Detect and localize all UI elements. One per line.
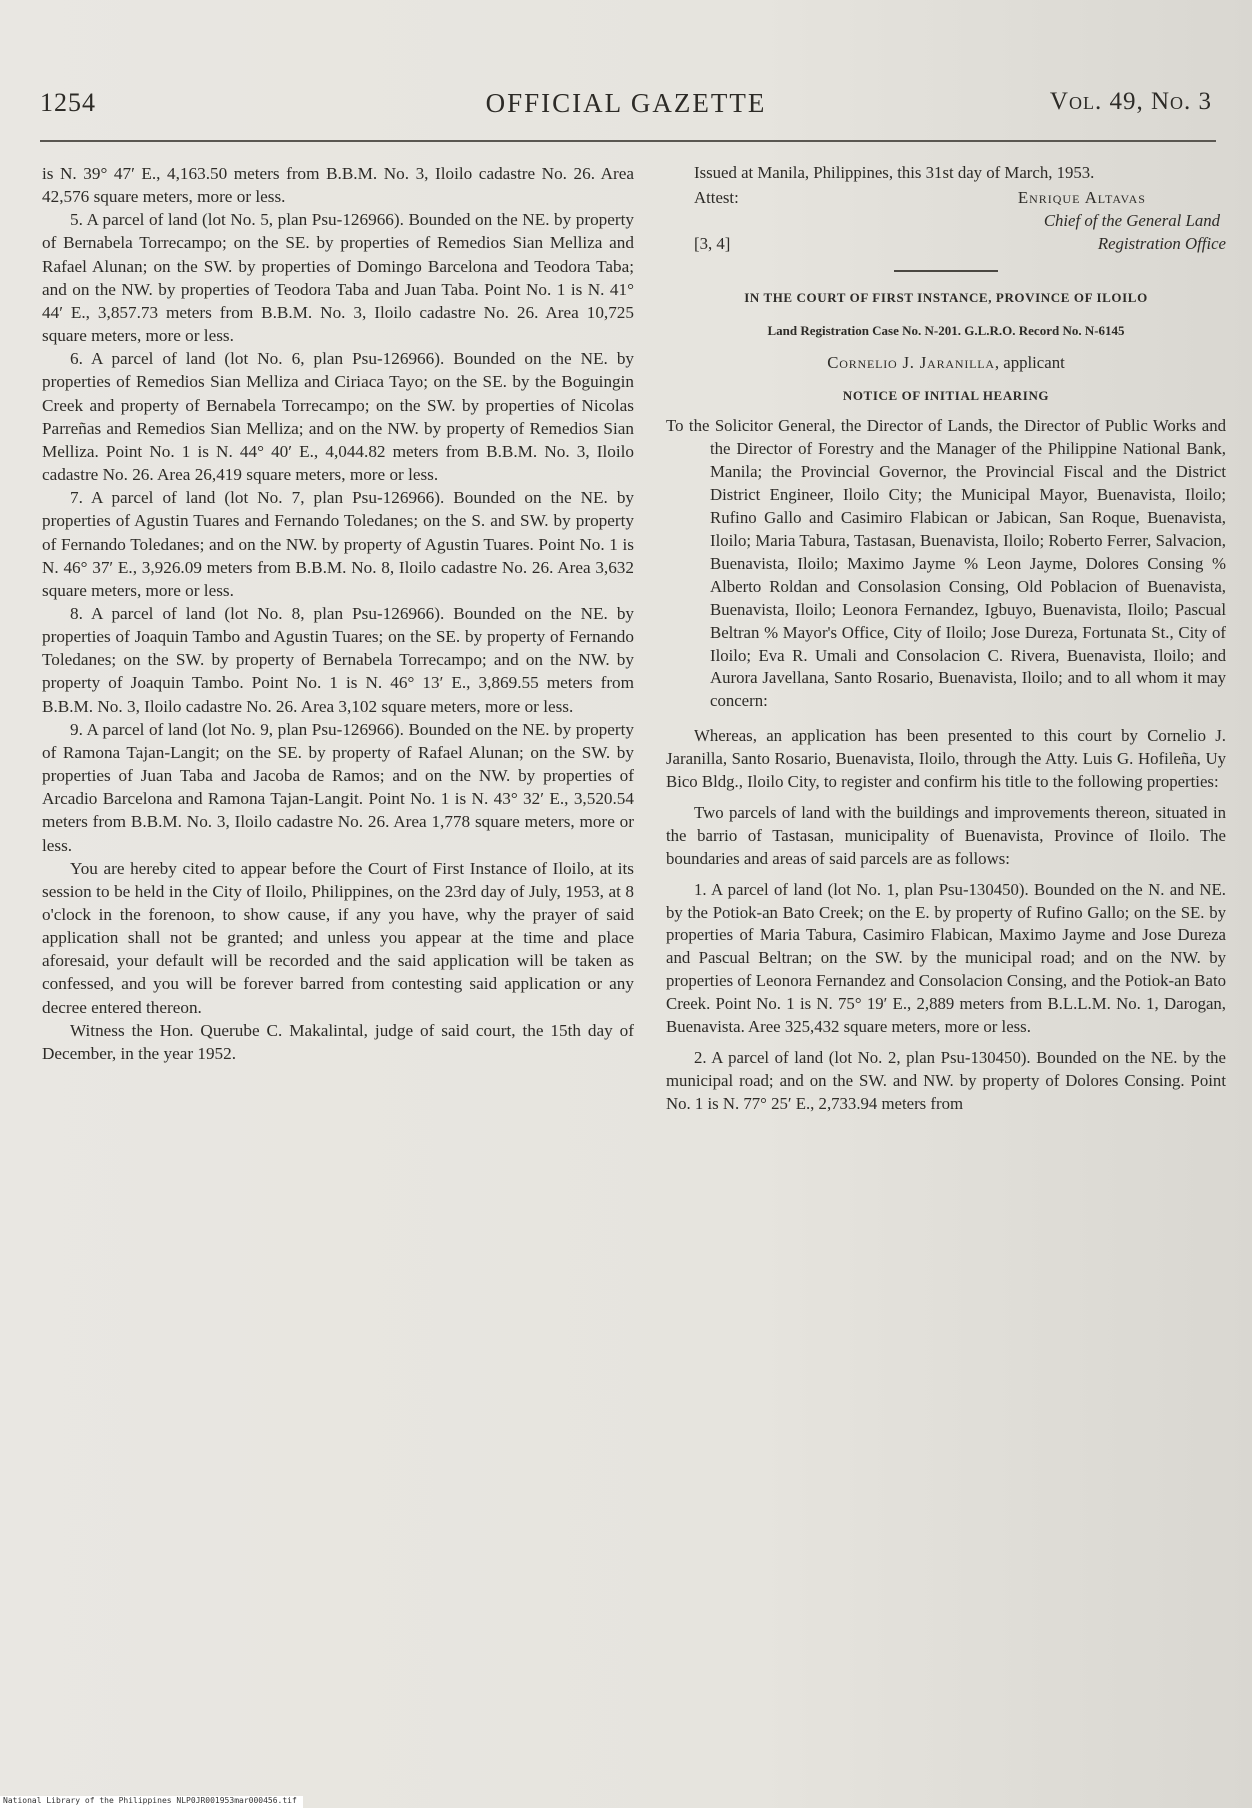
applicant-name: Cornelio J. Jaranilla bbox=[827, 352, 995, 372]
parcel-8-paragraph: 8. A parcel of land (lot No. 8, plan Psu-126966). Bounded on the NE. by properties of Joaquin Tambo and Agustin Tuares; on the SE. by property of Fernando Toledanes; on the SW. by property of Bernabela Torrecampo; and on the NW. by property of Joaquin Tambo. Point No. 1 is N. 46° 13′ E., 3,869.55 meters from B.B.M. No. 3, Iloilo cadastre No. 26. Area 3,102 square meters, more or less. bbox=[42, 603, 634, 716]
left-column bbox=[42, 162, 634, 1065]
parcel-2-paragraph: 2. A parcel of land (lot No. 2, plan Psu-130450). Bounded on the NE. by the municipal road; and on the SW. and NW. by property of Dolores Consing. Point No. 1 is N. 77° 25′ E., 2,733.94 meters from bbox=[666, 1048, 1226, 1113]
source-footer: National Library of the Philippines NLP0JR001953mar000456.tif bbox=[0, 1796, 303, 1808]
attest-row-2 bbox=[666, 233, 1226, 256]
volume-number: Vol. 49, No. 3 bbox=[1049, 88, 1212, 115]
two-parcels-paragraph: Two parcels of land with the buildings and improvements thereon, situated in the barrio of Tastasan, municipality of Buenavista, Province of Iloilo. The boundaries and areas of said parcels are as follows: bbox=[666, 802, 1226, 868]
parcel-7-paragraph: 7. A parcel of land (lot No. 7, plan Psu-126966). Bounded on the NE. by properties of Agustin Tuares and Fernando Toledanes; on the S. and SW. by property of Fernando Toledanes; and on the NW. by property of Agustin Tuares. Point No. 1 is N. 46° 37′ E., 3,926.09 meters from B.B.M. No. 8, Iloilo cadastre No. 26. Area 3,632 square meters, more or less. bbox=[42, 488, 634, 600]
parcel-9-paragraph: 9. A parcel of land (lot No. 9, plan Psu-126966). Bounded on the NE. by property of Ramona Tajan-Langit; on the SE. by property of Rafael Alunan; on the SW. by properties of Juan Taba and Jacoba de Ramos; and on the NW. by properties of Arcadio Barcelona and Ramona Tajan-Langit. Point No. 1 is N. 43° 32′ E., 3,520.54 meters from B.B.M. No. 3, Iloilo cadastre No. 26. Area 1,778 square meters, more or less. bbox=[42, 719, 634, 855]
addressees-paragraph: To the Solicitor General, the Director of Lands, the Director of Public Works and the Director of Forestry and the Manager of the Philippine National Bank, Manila; the Provincial Governor, the Provincial Fiscal and the District District Engineer, Iloilo City; the Municipal Mayor, Buenavista, Iloilo; Rufino Gallo and Casimiro Flabican or Jabican, San Roque, Buenavista, Iloilo; Maria Tabura, Tastasan, Buenavista, Iloilo; Roberto Ferrer, Salvacion, Buenavista, Iloilo; Maximo Jayme % Leon Jayme, Dolores Consing % Alberto Roldan and Consolasion Consing, Old Poblacion of Buenavista, Buenavista, Iloilo; Leonora Fernandez, Igbuyo, Buenavista, Iloilo; Pascual Beltran % Mayor's Office, City of Iloilo; Jose Dureza, Fortunata St., City of Iloilo; Eva R. Umali and Consolacion C. Rivera, Buenavista, Iloilo; and Aurora Javellana, Santo Rosario, Buenavista, Iloilo; and to all whom it may concern: bbox=[666, 416, 1226, 711]
page-header bbox=[40, 88, 1212, 128]
issued-paragraph: Issued at Manila, Philippines, this 31st day of March, 1953. bbox=[694, 163, 1095, 182]
parcel-1-paragraph: 1. A parcel of land (lot No. 1, plan Psu-130450). Bounded on the N. and NE. by the Potiok-an Bato Creek; on the E. by property of Rufino Gallo; on the SE. by properties of Maria Tabura, Casimiro Flabican, Maximo Jayme and Jose Dureza and Pascual Beltran; on the SW. by the municipal road; and on the NW. by properties of Leonora Fernandez and Consolacion Consing, and the Potiok-an Bato Creek. Point No. 1 is N. 75° 19′ E., 2,889 meters from B.L.L.M. No. 1, Darogan, Buenavista. Aree 325,432 square meters, more or less. bbox=[666, 879, 1226, 1037]
applicant-line bbox=[666, 352, 1226, 375]
left-paragraph-continuation: is N. 39° 47′ E., 4,163.50 meters from B.B.M. No. 3, Iloilo cadastre No. 26. Area 42,576 square meters, more or less. bbox=[42, 164, 634, 207]
publication-title: OFFICIAL GAZETTE bbox=[485, 88, 767, 118]
witness-paragraph: Witness the Hon. Querube C. Makalintal, judge of said court, the 15th day of December, in the year 1952. bbox=[42, 1020, 634, 1063]
parcel-5-paragraph: 5. A parcel of land (lot No. 5, plan Psu-126966). Bounded on the NE. by property of Bernabela Torrecampo; on the SE. by properties of Remedios Sian Melliza and Rafael Alunan; on the SW. by properties of Domingo Barcelona and Teodora Taba; and on the NW. by properties of Teodora Taba and Juan Taba. Point No. 1 is N. 41° 44′ E., 3,857.73 meters from B.B.M. No. 3, Iloilo cadastre No. 26. Area 10,725 square meters, more or less. bbox=[42, 210, 634, 346]
attest-signatory: Enrique Altavas bbox=[1017, 187, 1146, 207]
section-divider bbox=[894, 270, 998, 272]
right-column bbox=[666, 162, 1226, 1116]
header-rule bbox=[40, 140, 1216, 142]
court-heading: IN THE COURT OF FIRST INSTANCE, PROVINCE OF ILOILO bbox=[744, 289, 1148, 305]
parcel-6-paragraph: 6. A parcel of land (lot No. 6, plan Psu-126966). Bounded on the NE. by properties of Remedios Sian Melliza and Ciriaca Tayo; on the SE. by the Boguingin Creek and property of Bernabela Torrecampo; on the SW. by properties of Nicolas Parreñas and Remedios Sian Melliza; and on the NW. by property of Remedios Sian Melliza. Point No. 1 is N. 44° 40′ E., 4,044.82 meters from B.B.M. No. 3, Iloilo cadastre No. 26. Area 26,419 square meters, more or less. bbox=[42, 349, 634, 485]
attest-title: Chief of the General Land bbox=[1043, 210, 1220, 230]
whereas-paragraph: Whereas, an application has been presented to this court by Cornelio J. Jaranilla, Santo Rosario, Buenavista, Iloilo, through the Atty. Luis G. Hofileña, Uy Bico Bldg., Iloilo City, to register and confirm his title to the following properties: bbox=[666, 726, 1226, 792]
applicant-suffix: , applicant bbox=[994, 352, 1065, 372]
attest-reference: [3, 4] bbox=[694, 233, 731, 253]
attest-office: Registration Office bbox=[1097, 233, 1226, 253]
attest-label: Attest: bbox=[694, 187, 739, 207]
summons-paragraph: You are hereby cited to appear before the Court of First Instance of Iloilo, at its session to be held in the City of Iloilo, Philippines, on the 23rd day of July, 1953, at 8 o'clock in the forenoon, to show cause, if any you have, why the prayer of said application shall not be granted; and unless you appear at the time and place aforesaid, your default will be recorded and the said application will be taken as confessed, and you will be forever barred from contesting said application or any decree entered thereon. bbox=[42, 858, 634, 1017]
case-heading: Land Registration Case No. N-201. G.L.R.O. Record No. N-6145 bbox=[767, 322, 1125, 338]
page-number: 1254 bbox=[40, 88, 96, 117]
notice-heading: NOTICE OF INITIAL HEARING bbox=[842, 387, 1050, 403]
attest-row bbox=[666, 187, 1226, 210]
